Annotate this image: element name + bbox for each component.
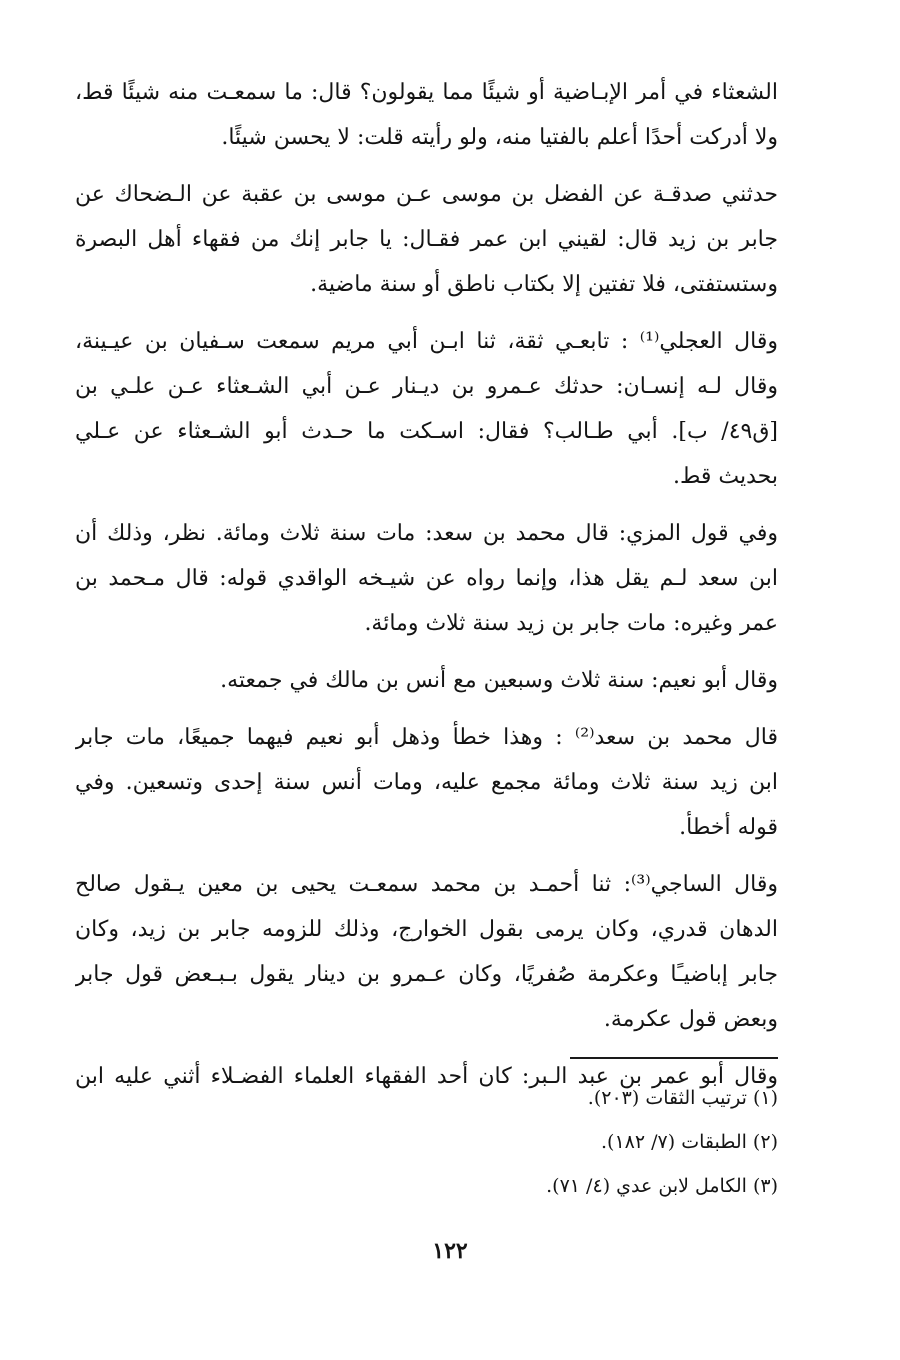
paragraph-2: [75, 172, 778, 307]
page-number: ١٢٢: [432, 1238, 468, 1264]
text-line: ابن زيد سنة ثلاث ومائة مجمع عليه، ومات أنس سنة إحدى وتسعين. وفي: [75, 770, 778, 795]
paragraph-7: [75, 862, 778, 1042]
text-line: ولا أدركت أحدًا أعلم بالفتيا منه، ولو رأيته قلت: لا يحسن شيئًا.: [221, 125, 778, 150]
text-line: وقال أبو عمر بن عبد الـبر: كان أحد الفقهاء العلماء الفضـلاء أثني عليه ابن: [75, 1064, 778, 1089]
text-line: ابن سعد لـم يقل هذا، وإنما رواه عن شيـخه الواقدي قوله: قال مـحمد بن: [75, 566, 778, 591]
text-line: وقال لـه إنسـان: حدثك عـمرو بن ديـنار عـن أبي الشـعثاء عـن علـي بن: [75, 374, 778, 399]
text-line: [ق٤٩/ ب]. أبي طـالب؟ فقال: اسـكت ما حـدث أبو الشـعثاء عن عـلي: [75, 419, 778, 444]
text-line: عمر وغيره: مات جابر بن زيد سنة ثلاث ومائة.: [364, 611, 778, 636]
text-line: قال محمد بن سعد⁽²⁾ : وهذا خطأ وذهل أبو نعيم فيهما جميعًا، مات جابر: [75, 725, 778, 750]
text-line: وفي قول المزي: قال محمد بن سعد: مات سنة ثلاث ومائة. نظر، وذلك أن: [75, 521, 778, 546]
text-line: حدثني صدقـة عن الفضل بن موسى عـن موسى بن عقبة عن الـضحاك عن: [75, 182, 778, 207]
text-line: وبعض قول عكرمة.: [603, 1007, 778, 1032]
paragraph-1: [75, 70, 778, 160]
footnote-separator: [570, 1057, 778, 1059]
text-line: وستستفتى، فلا تفتين إلا بكتاب ناطق أو سنة ماضية.: [310, 272, 778, 297]
paragraph-6: [75, 715, 778, 850]
text-line: وقال العجلي⁽¹⁾ : تابعـي ثقة، ثنا ابـن أبي مريم سمعت سـفيان بن عيـينة،: [75, 329, 778, 354]
text-line: الدهان قدري، وكان يرمى بقول الخوارج، وذلك للزومه جابر بن زيد، وكان: [75, 917, 778, 942]
text-line: قوله أخطأ.: [679, 815, 778, 840]
paragraph-4: [75, 511, 778, 646]
text-line: جابر إباضيـًا وعكرمة صُفريًا، وكان عـمرو بن دينار يقول بـبـعض قول جابر: [75, 962, 778, 987]
paragraph-3: [75, 319, 778, 499]
text-line: جابر بن زيد قال: لقيني ابن عمر فقـال: يا جابر إنك من فقهاء أهل البصرة: [75, 227, 778, 252]
main-text: [75, 70, 778, 1111]
footnote-2: (٢) الطبقات (٧/ ١٨٢).: [601, 1131, 778, 1153]
text-line: وقال أبو نعيم: سنة ثلاث وسبعين مع أنس بن مالك في جمعته.: [220, 668, 778, 693]
text-line: وقال الساجي⁽³⁾: ثنا أحمـد بن محمد سمعـت يحيى بن معين يـقول صالح: [75, 872, 778, 897]
footnote-1: (١) ترتيب الثقات (٢٠٣).: [587, 1087, 778, 1109]
text-line: الشعثاء في أمر الإبـاضية أو شيئًا مما يقولون؟ قال: ما سمعـت منه شيئًا قط،: [75, 80, 778, 105]
footnotes: [75, 1076, 778, 1208]
footnote-3: (٣) الكامل لابن عدي (٤/ ٧١).: [546, 1175, 778, 1197]
text-line: بحديث قط.: [673, 464, 778, 489]
paragraph-5: [75, 658, 778, 703]
